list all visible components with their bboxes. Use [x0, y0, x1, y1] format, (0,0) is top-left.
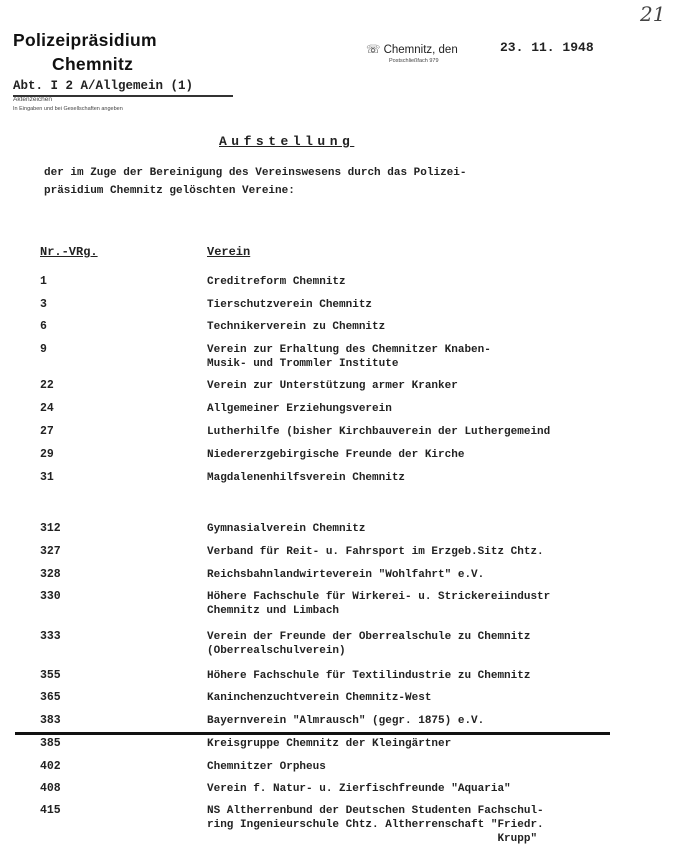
entry-number: 408 — [40, 782, 61, 795]
entry-number: 312 — [40, 522, 61, 535]
column-header-association: Verein — [207, 245, 251, 259]
file-reference-note: In Eingaben und bei Gesellschaften angeben — [13, 106, 123, 112]
entry-association-name: Höhere Fachschule für Wirkerei- u. Strickereiindustr Chemnitz und Limbach — [207, 591, 551, 617]
entry-association-name: Reichsbahnlandwirteverein "Wohlfahrt" e.V. — [207, 569, 485, 581]
entry-number: 9 — [40, 343, 47, 356]
entry-association-name: Tierschutzverein Chemnitz — [207, 299, 373, 311]
file-reference-label: Aktenzeichen — [13, 96, 53, 103]
entry-association-name: Gymnasialverein Chemnitz — [207, 523, 366, 535]
entry-number: 1 — [40, 275, 47, 288]
place-text: Chemnitz, den — [383, 44, 458, 56]
department-reference: Abt. I 2 A/Allgemein (1) — [13, 79, 194, 93]
entry-association-name: Bayernverein "Almrausch" (gegr. 1875) e.V. — [207, 715, 485, 727]
entry-number: 24 — [40, 402, 54, 415]
entry-association-name: Verband für Reit- u. Fahrsport im Erzgeb.Sitz Chtz. — [207, 546, 544, 558]
entry-number: 365 — [40, 691, 61, 704]
entry-number: 27 — [40, 425, 54, 438]
entry-association-name: Kaninchenzuchtverein Chemnitz-West — [207, 692, 432, 704]
entry-association-name: Magdalenenhilfsverein Chemnitz — [207, 472, 406, 484]
entry-association-name: Chemnitzer Orpheus — [207, 761, 326, 773]
letterhead-authority: Polizeipräsidium — [13, 30, 157, 50]
entry-number: 328 — [40, 568, 61, 581]
entry-number: 330 — [40, 590, 61, 603]
entry-number: 355 — [40, 669, 61, 682]
document-title: Aufstellung — [219, 134, 355, 149]
entry-association-name: Höhere Fachschule für Textilindustrie zu Chemnitz — [207, 670, 531, 682]
intro-line-1: der im Zuge der Bereinigung des Vereinswesens durch das Polizei- — [44, 167, 467, 179]
entry-association-name: Verein f. Natur- u. Zierfischfreunde "Aquaria" — [207, 783, 511, 795]
entry-association-name: Verein der Freunde der Oberrealschule zu Chemnitz (Oberrealschulverein) — [207, 631, 531, 657]
place-line — [366, 42, 458, 56]
entry-association-name: Kreisgruppe Chemnitz der Kleingärtner — [207, 738, 452, 750]
entry-association-name: NS Altherrenbund der Deutschen Studenten Fachschul- ring Ingenieurschule Chtz. Altherrenschaft "Friedr. Krupp" — [207, 805, 544, 845]
entry-number: 31 — [40, 471, 54, 484]
postbox-label: Postschließfach 979 — [389, 58, 439, 64]
entry-number: 3 — [40, 298, 47, 311]
entry-association-name: Technikerverein zu Chemnitz — [207, 321, 386, 333]
entry-association-name: Verein zur Unterstützung armer Kranker — [207, 380, 458, 392]
entry-number: 415 — [40, 804, 61, 817]
handwritten-page-number: 21 — [640, 2, 666, 26]
entry-association-name: Verein zur Erhaltung des Chemnitzer Knaben- Musik- und Trommler Institute — [207, 344, 491, 370]
entry-association-name: Niedererzgebirgische Freunde der Kirche — [207, 449, 465, 461]
phone-symbol: ☏ — [366, 44, 384, 56]
entry-number: 6 — [40, 320, 47, 333]
entry-association-name: Allgemeiner Erziehungsverein — [207, 403, 392, 415]
entry-number: 29 — [40, 448, 54, 461]
entry-number: 327 — [40, 545, 61, 558]
entry-association-name: Creditreform Chemnitz — [207, 276, 346, 288]
entry-number: 22 — [40, 379, 54, 392]
entry-association-name: Lutherhilfe (bisher Kirchbauverein der Luthergemeind — [207, 426, 551, 438]
entry-number: 402 — [40, 760, 61, 773]
entry-number: 383 — [40, 714, 61, 727]
intro-line-2: präsidium Chemnitz gelöschten Vereine: — [44, 185, 295, 197]
column-header-number: Nr.-VRg. — [40, 245, 98, 259]
document-date: 23. 11. 1948 — [500, 40, 594, 55]
entry-number: 333 — [40, 630, 61, 643]
entry-number: 385 — [40, 737, 61, 750]
letterhead-city: Chemnitz — [52, 54, 134, 74]
horizontal-rule — [15, 732, 610, 735]
